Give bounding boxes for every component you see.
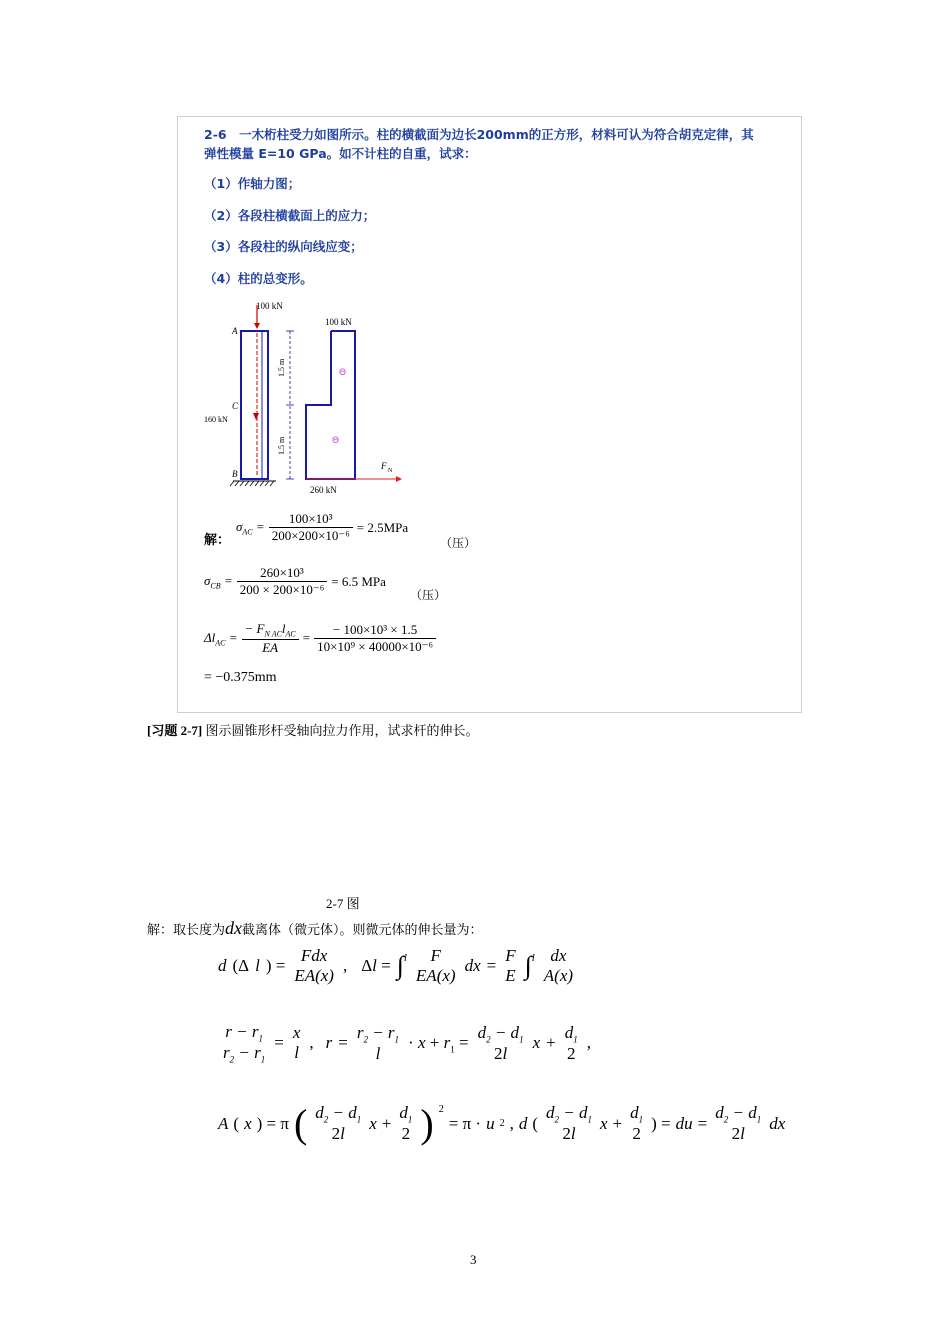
problem-2-6-image [177, 116, 802, 713]
problem-2-7-title [147, 720, 479, 739]
problem-2-7-tag: [习题 2-7] [147, 723, 203, 738]
page-number: 3 [470, 1252, 477, 1267]
elongation-result: = −0.375mm [204, 670, 277, 685]
sigma-cb-num: 260×10³ [237, 565, 328, 582]
elongation-den1: EA [262, 639, 279, 655]
label-c: C [232, 401, 239, 411]
question-item-3: （3）各段柱的纵向线应变； [204, 239, 363, 254]
problem-text-line2: 弹性模量 E=10 GPa。如不计柱的自重，试求： [204, 146, 477, 161]
column-axial-force-figure [198, 297, 418, 497]
equation-2: $r - r_1$ $r_2 - r_1$ = x l , r = $r_2 - r_1$ l · $x + r_1$ = $d_2 - d_1$ 2l x + $d_1$ 2 , [223, 1022, 591, 1065]
elongation-formula: $\Delta l_{AC}$ = $\frac{- F_{N AC}l_{AC}}{EA}$ = $\frac{\text{− 100×10³ × 1.5}}{\text{10×10⁹ × 40000×10⁻⁶}}$ [204, 621, 436, 656]
sigma-cb-den: 200 × 200×10⁻⁶ [239, 582, 325, 597]
axis-label-fn: F [381, 461, 387, 471]
label-b: B [232, 469, 238, 479]
elongation-num1: − F [244, 621, 265, 636]
question-item-4: （4）柱的总变形。 [204, 271, 313, 286]
sign-lower-icon: Θ [332, 436, 340, 446]
sigma-ac-value: = 2.5MPa [356, 519, 409, 535]
dimension-upper: 1.5 m [277, 358, 286, 377]
question-item-1: （1）作轴力图； [204, 176, 301, 191]
question-item-2: （2）各段柱横截面上的应力； [204, 208, 376, 223]
sigma-ac-den: 200×200×10⁻⁶ [271, 528, 350, 543]
solution-intro-a: 解：取长度为 [147, 922, 226, 937]
solution-label: 解： [204, 532, 231, 547]
dx-symbol: dx [225, 918, 243, 938]
compression-note-1: （压） [440, 536, 477, 550]
label-a: A [232, 326, 238, 336]
load-mid-label: 160 kN [204, 415, 228, 424]
load-top-label: 100 kN [256, 301, 283, 311]
sigma-cb-value: = 6.5 MPa [331, 573, 386, 589]
compression-note-2: （压） [410, 588, 447, 602]
equation-1: d (Δ l ) = Fdx EA(x) , Δl = ∫ l F EA(x) dx = F E ∫ l dx A(x) [218, 946, 574, 985]
axis-label-sub: N [388, 468, 393, 474]
solution-intro-b: 截离体（微元体）。则微元体的伸长量为： [242, 922, 483, 937]
solution-2-7-intro [147, 918, 483, 939]
problem-2-7-text: 图示圆锥形杆受轴向拉力作用，试求杆的伸长。 [202, 723, 479, 738]
problem-text-line1: 2-6 一木桁柱受力如图所示。柱的横截面为边长200mm的正方形，材料可认为符合胡克定律，其 [204, 127, 754, 142]
elongation-den2: 10×10⁹ × 40000×10⁻⁶ [317, 638, 434, 654]
n-bottom-label: 260 kN [310, 485, 337, 495]
figure-caption: 2-7 图 [326, 896, 360, 911]
sigma-ac-num: 100×10³ [269, 511, 353, 528]
sigma-ac-formula [236, 511, 408, 544]
sign-upper-icon: Θ [339, 368, 347, 378]
sigma-ac-symbol: $\sigma_{AC}$ = [236, 518, 265, 537]
equation-3: A ( x ) = π ( $d_2 - d_1$ 2l x + $d_1$ 2 ) $^2$ = π · u 2 , d ( $d_2 - d_1$ 2l x + $d_1$ 2 ) = du = $d_2 - d_1$ 2l dx [218, 1101, 786, 1146]
sigma-cb-formula: $\sigma_{CB}$ = $\frac{\text{260×10³}}{\text{200 × 200×10⁻⁶}}$ = 6.5 MPa [204, 565, 386, 597]
elongation-num2: − 100×10³ × 1.5 [314, 622, 436, 639]
n-top-label: 100 kN [325, 317, 352, 327]
dimension-lower: 1.5 m [277, 436, 286, 455]
